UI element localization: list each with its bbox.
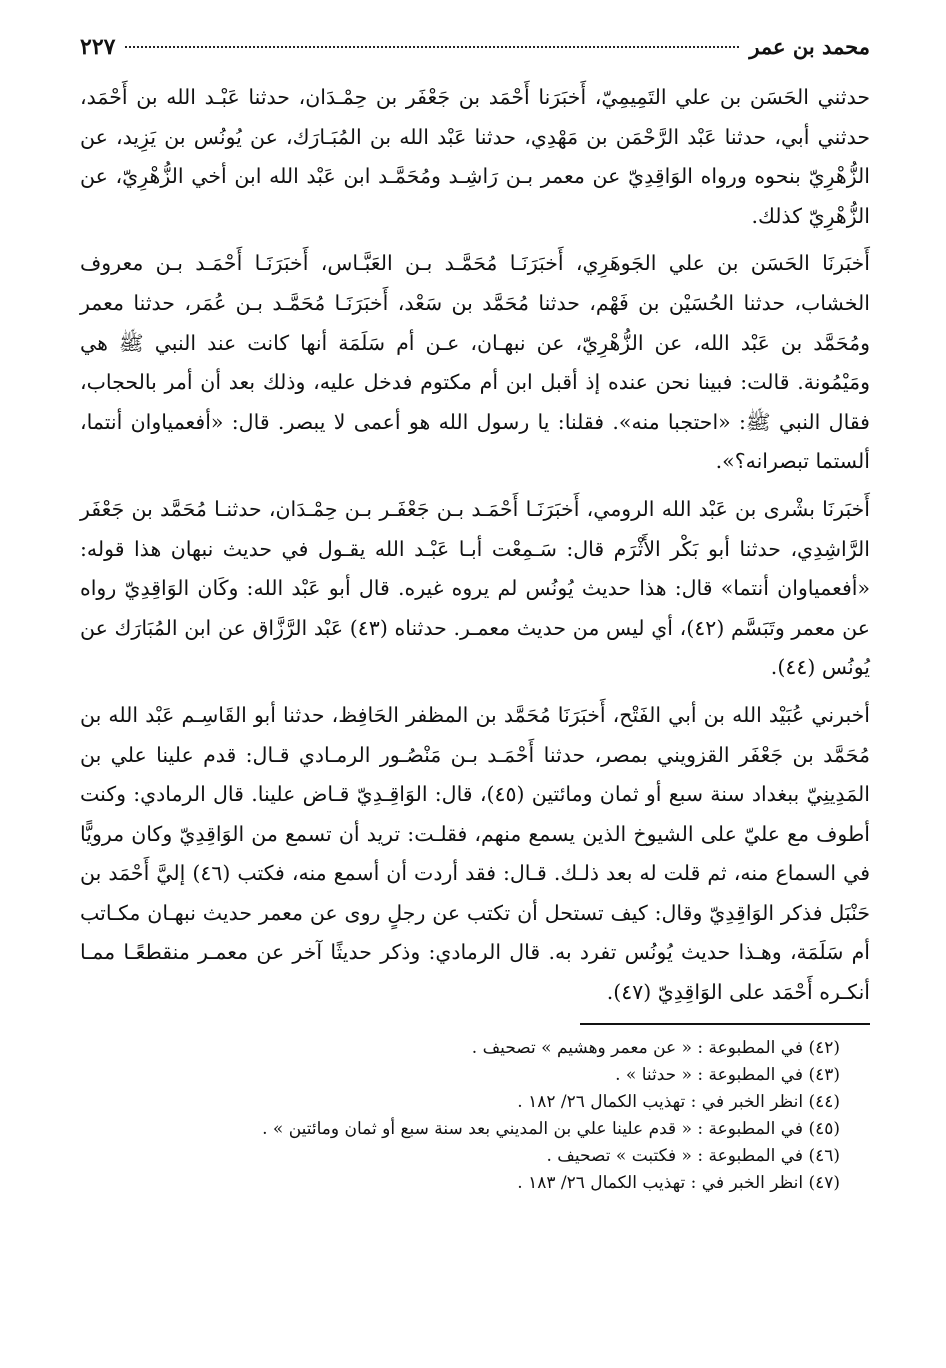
paragraph-3: أَخبَرنَا بشْرى بن عَبْد الله الرومي، أَخبَرَنَـا أَحْمَـد بـن جَعْفَـر بـن حِمْـدَان، حدثنـا مُحَمَّد بن جَعْفَر الرَّاشِدِي، حدثنا أبو بَكْر الأَثْرَم قال: سَـمِعْت أبـا عَبْـد الله يقـول في حديث نبهان هذا قوله: «أفعمياوان أنتما» قال: هذا حديث يُونُس لم يروه غيره. قال أبو عَبْد الله: وكَان الوَاقِدِيّ رواه عن معمر وتَبَسَّم (٤٢)، أي ليس من حديث معمـر. حدثناه (٤٣) عَبْد الرَّزَّاق عن ابن المُبَارَك عن يُونُس (٤٤). (80, 496, 870, 680)
footnote-47: (٤٧) انظر الخبر في : تهذيب الكمال ٢٦/ ١٨٣ . (517, 1172, 840, 1193)
paragraph-1: حدثني الحَسَن بن علي التَمِيمِيّ، أَخبَرَنا أَحْمَد بن جَعْفَر بن حِمْـدَان، حدثنا عَبْـد الله بن أَحْمَد، حدثني أبي، حدثنا عَبْد الرَّحْمَن بن مَهْدِي، حدثنا عَبْد الله بن المُبَـارَك، عن يُونُس بن يَزِيد، عن الزُّهْرِيّ بنحوه ورواه الوَاقِدِيّ عن معمر بـن رَاشِـد ومُحَمَّـد ابن عَبْد الله ابن أخي الزُّهْرِيّ، عن الزُّهْرِيّ كذلك. (80, 85, 870, 228)
leader-dots (125, 46, 739, 48)
footnotes (80, 1035, 870, 1197)
paragraph-4: أخبرني عُبَيْد الله بن أبي الفَتْح، أَخبَرَنَا مُحَمَّد بن المظفر الحَافِظ، حدثنا أبو القَاسِـم عَبْد الله بن مُحَمَّد بن جَعْفَر القزويني بمصر، حدثنا أَحْمَـد بـن مَنْصُـور الرمـادي قـال: قدم علينا علي بن المَدِينِيّ ببغداد سنة سبع أو ثمان ومائتين (٤٥)، قال: الوَاقِـدِيّ قـاض علينا. قال الرمادي: وكنت أطوف مع عليّ على الشيوخ الذين يسمع منهم، فقلـت: تريد أن تسمع من الوَاقِدِيّ وكان مرويًّا في السماع منه، ثم قلت له بعد ذلـك. قـال: فقد أردت أن أسمع منه، فكتب (٤٦) إليَّ أَحْمَد بن حَنْبَل فذكر الوَاقِدِيّ وقال: كيف تستحل أن تكتب عن رجلٍ روى عن معمر حديث نبهـان مكـاتب أم سَلَمَة، وهـذا حديث يُونُس تفرد به. قال الرمادي: وذكر حديثًا آخر عن معمـر منقطعًـا ممـا أنكـره أَحْمَد على الوَاقِدِيّ (٤٧). (80, 702, 870, 1005)
footnote-46: (٤٦) في المطبوعة : « فكتبت » تصحيف . (546, 1145, 840, 1166)
running-head (80, 34, 870, 74)
footnote-rule (580, 1023, 870, 1025)
book-page (80, 34, 870, 1197)
paragraph-2: أَخبَرنَا الحَسَن بن علي الجَوهَرِي، أَخبَرَنَـا مُحَمَّـد بـن العَبَّـاس، أَخبَرَنَـا أَحْمَـد بـن معروف الخشاب، حدثنا الحُسَيْن بن فَهْم، حدثنا مُحَمَّد بن سَعْد، أَخبَرَنَـا مُحَمَّـد بـن عُمَر، حدثنا معمر ومُحَمَّد بن عَبْد الله، عن الزُّهْرِيّ، عن نبهـان، عـن أم سَلَمَة أنها كانت عند النبي ﷺ هي ومَيْمُونة. قالت: فبينا نحن عنده إذ أقبل ابن أم مكتوم فدخل عليه، وذلك بعد أن أمر بالحجاب، فقال النبي ﷺ: «احتجبا منه». فقلنا: يا رسول الله هو أعمى لا يبصر. قال: «أفعمياوان أنتما، ألستما تبصرانه؟». (80, 251, 870, 474)
footnote-43: (٤٣) في المطبوعة : « حدثنا » . (615, 1064, 840, 1085)
footnote-42: (٤٢) في المطبوعة : « عن معمر وهشيم » تصحيف . (471, 1037, 840, 1058)
page-number: ٢٢٧ (80, 34, 116, 60)
footnote-45: (٤٥) في المطبوعة : « قدم علينا علي بن المديني بعد سنة سبع أو ثمان ومائتين » . (262, 1118, 840, 1139)
footnote-44: (٤٤) انظر الخبر في : تهذيب الكمال ٢٦/ ١٨٢ . (517, 1091, 840, 1112)
running-head-title: محمد بن عمر (749, 34, 870, 59)
main-text (80, 78, 870, 1013)
